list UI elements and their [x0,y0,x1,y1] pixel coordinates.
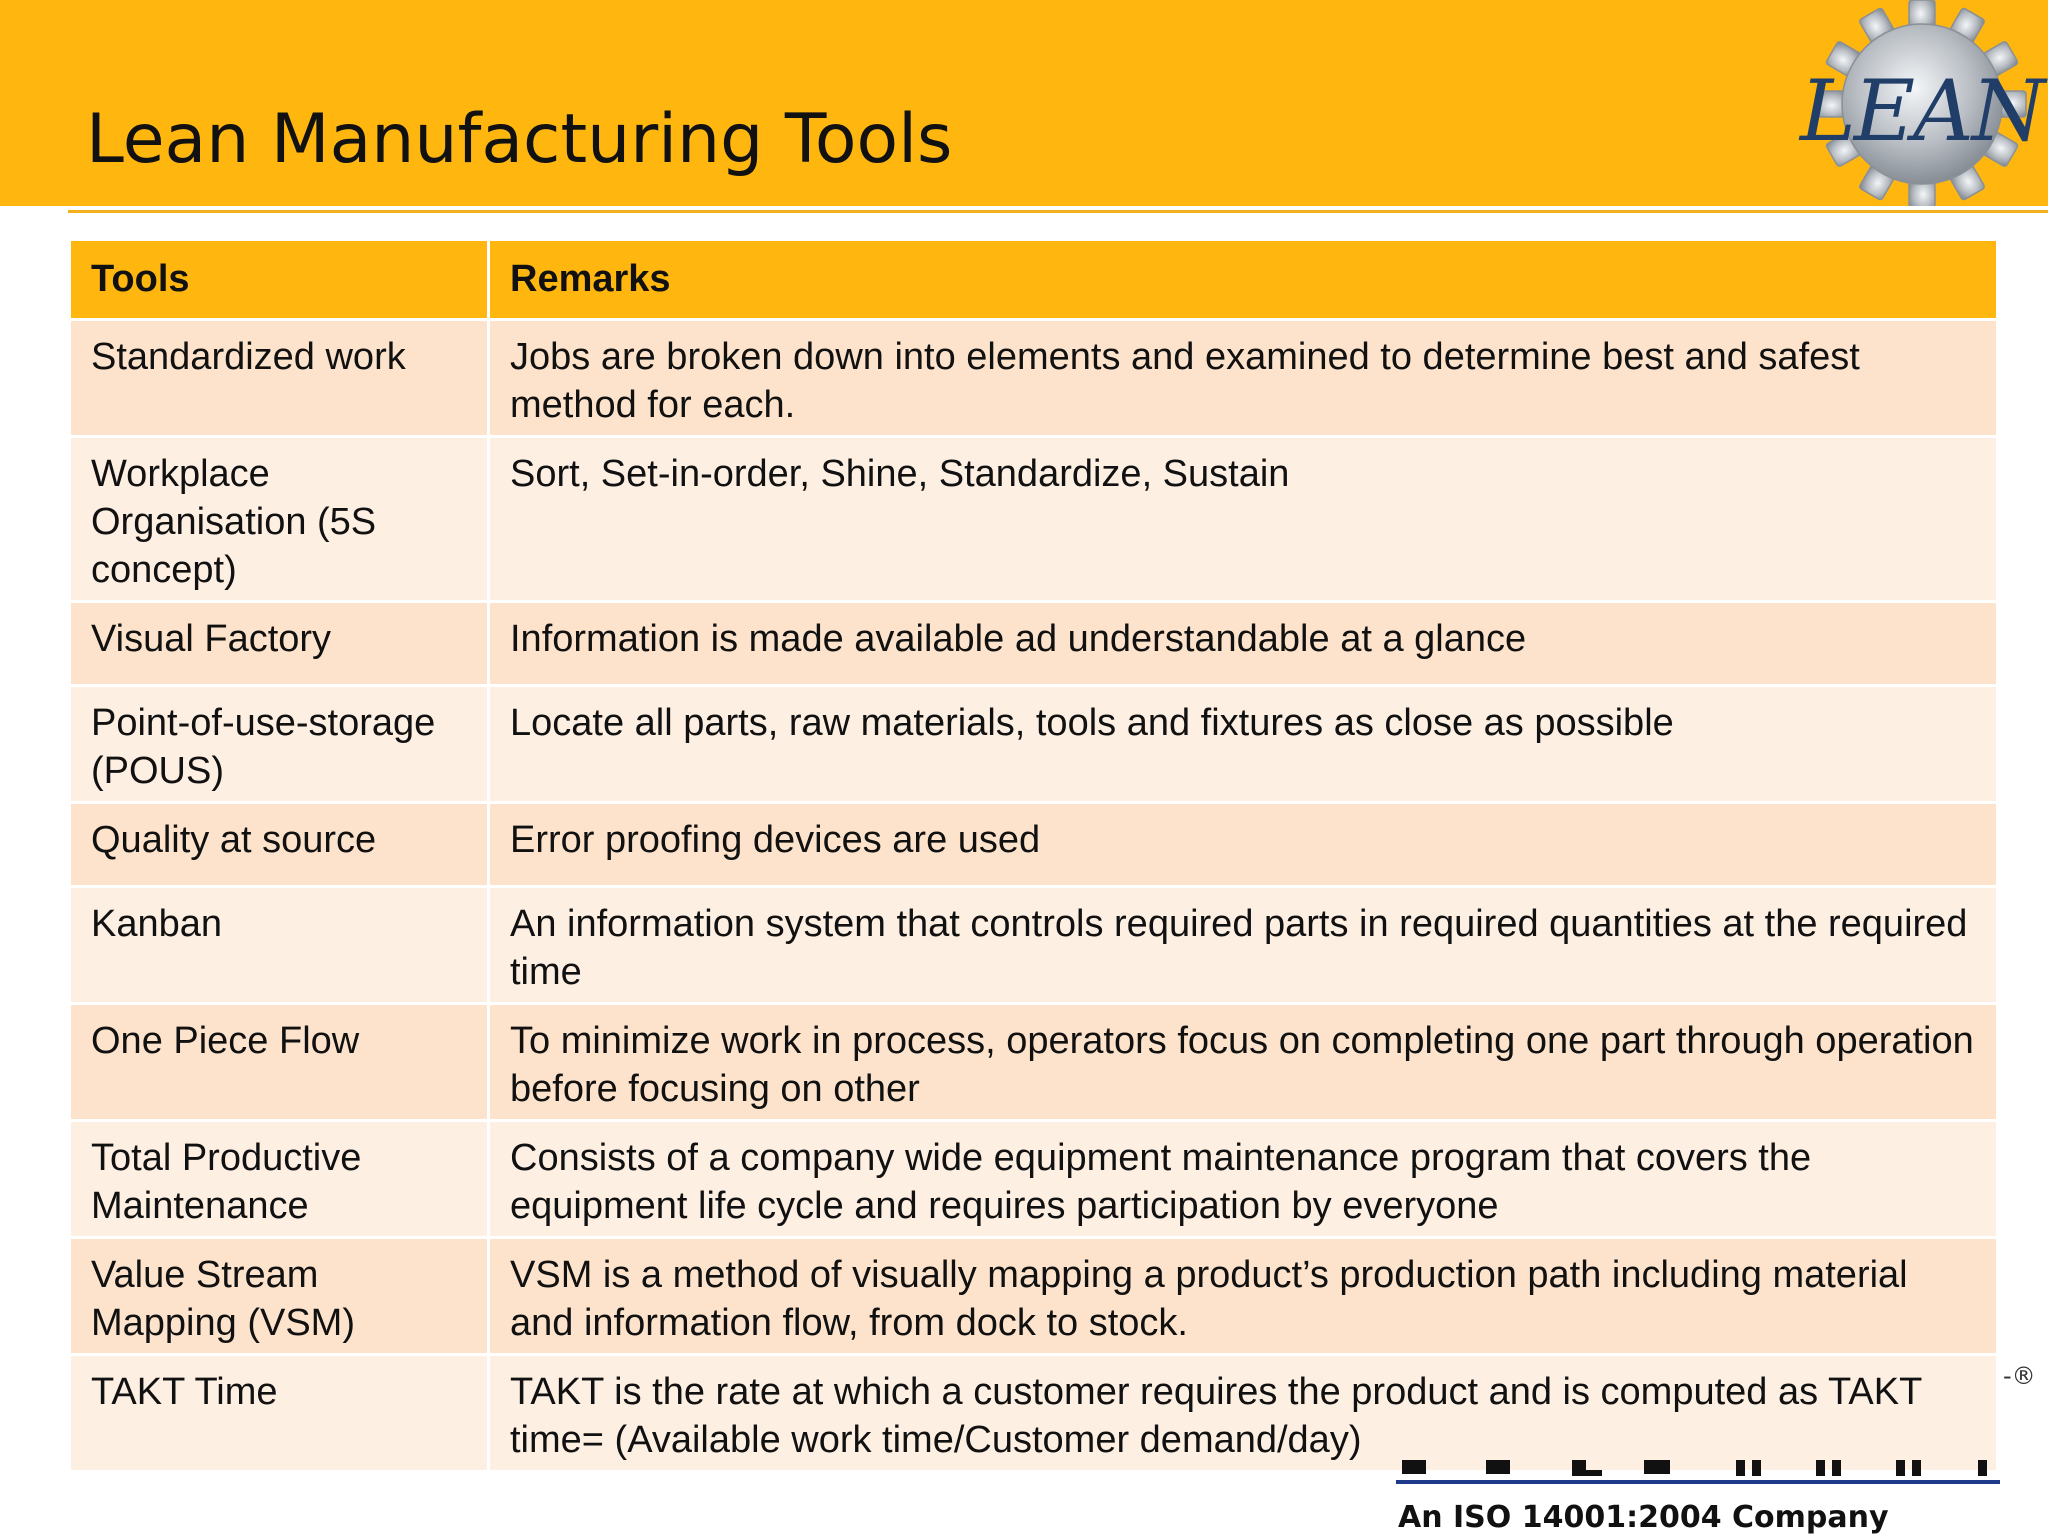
company-logo-fragment [1396,1460,2000,1484]
table-row [70,887,1998,1004]
tool-cell: Visual Factory [70,602,489,686]
tool-cell: Point-of-use-storage (POUS) [70,686,489,803]
lean-logo-text: LEAN [1800,62,2044,160]
table-header-row [70,240,1998,320]
remark-cell: Consists of a company wide equipment maintenance program that covers the equipment life cycle and requires participation by everyone [489,1121,1998,1238]
tool-cell: One Piece Flow [70,1004,489,1121]
remark-cell: TAKT is the rate at which a customer requires the product and is computed as TAKT time= (Available work time/Customer demand/day) [489,1355,1998,1472]
table-row [70,1355,1998,1472]
header-tools: Tools [70,240,489,320]
tool-cell: Value Stream Mapping (VSM) [70,1238,489,1355]
remark-cell: Information is made available ad understandable at a glance [489,602,1998,686]
remark-cell: An information system that controls required parts in required quantities at the required time [489,887,1998,1004]
remark-cell: To minimize work in process, operators focus on completing one part through operation before focusing on other [489,1004,1998,1121]
tool-cell: Total Productive Maintenance [70,1121,489,1238]
header-divider [68,210,2048,213]
table-row [70,803,1998,887]
tool-cell: Quality at source [70,803,489,887]
iso-certification-text: An ISO 14001:2004 Company [1398,1500,1889,1535]
table-row [70,1238,1998,1355]
table-row [70,437,1998,602]
table-row [70,320,1998,437]
tool-cell: TAKT Time [70,1355,489,1472]
lean-tools-table [68,238,1999,1473]
tool-cell: Workplace Organisation (5S concept) [70,437,489,602]
remark-cell: Sort, Set-in-order, Shine, Standardize, Sustain [489,437,1998,602]
header-remarks: Remarks [489,240,1998,320]
table-row [70,602,1998,686]
remark-cell: Locate all parts, raw materials, tools and fixtures as close as possible [489,686,1998,803]
tool-cell: Kanban [70,887,489,1004]
remark-cell: Jobs are broken down into elements and examined to determine best and safest method for each. [489,320,1998,437]
slide-title: Lean Manufacturing Tools [86,100,953,179]
table-row [70,686,1998,803]
table-row [70,1121,1998,1238]
registered-mark: -® [2003,1362,2036,1390]
table-row [70,1004,1998,1121]
remark-cell: VSM is a method of visually mapping a product’s production path including material and information flow, from dock to stock. [489,1238,1998,1355]
tool-cell: Standardized work [70,320,489,437]
remark-cell: Error proofing devices are used [489,803,1998,887]
